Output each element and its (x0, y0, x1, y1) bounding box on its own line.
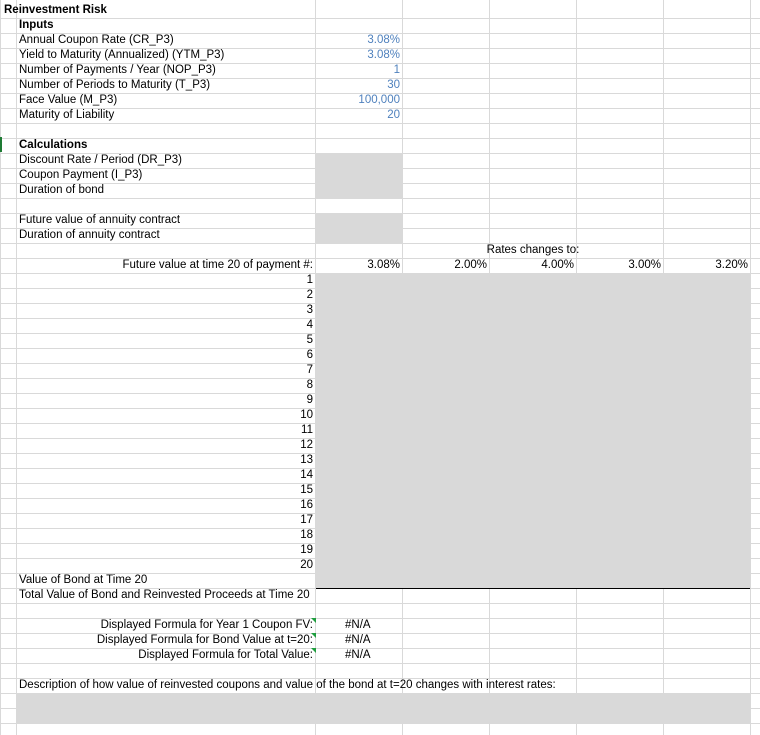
payment-number: 15 (300, 484, 313, 496)
rate-header-3[interactable]: 3.00% (628, 259, 661, 271)
rate-header-2[interactable]: 4.00% (541, 259, 574, 271)
total-value-label: Total Value of Bond and Reinvested Proceeds at Time 20 (19, 589, 310, 601)
rate-header-1[interactable]: 2.00% (454, 259, 487, 271)
formula-label-total-value: Displayed Formula for Total Value: (138, 649, 313, 661)
input-label-payments-per-year: Number of Payments / Year (NOP_P3) (19, 64, 216, 76)
calc-label-duration-of-bond: Duration of bond (19, 184, 105, 196)
annuity-label-future-value: Future value of annuity contract (19, 214, 181, 226)
payment-number: 12 (300, 439, 313, 451)
rate-header-base[interactable]: 3.08% (367, 259, 400, 271)
input-label-face-value: Face Value (M_P3) (19, 94, 118, 106)
input-value-face-value[interactable]: 100,000 (358, 94, 400, 106)
comment-marker-icon (311, 633, 316, 638)
formula-value-total-value[interactable]: #N/A (345, 649, 371, 661)
payment-number: 3 (306, 304, 313, 316)
comment-marker-icon (311, 648, 316, 653)
payment-number: 11 (301, 424, 313, 436)
payment-number: 20 (300, 559, 313, 571)
input-value-payments-per-year[interactable]: 1 (393, 64, 400, 76)
payment-number: 17 (300, 514, 313, 526)
input-label-ytm: Yield to Maturity (Annualized) (YTM_P3) (19, 49, 225, 61)
input-value-ytm[interactable]: 3.08% (367, 49, 400, 61)
annuity-output-area[interactable] (316, 213, 402, 243)
payment-number: 13 (300, 454, 313, 466)
annuity-label-duration: Duration of annuity contract (19, 229, 160, 241)
total-value-divider (316, 588, 750, 589)
active-cell-indicator (0, 137, 2, 152)
input-label-coupon-rate: Annual Coupon Rate (CR_P3) (19, 34, 174, 46)
calc-label-coupon-payment: Coupon Payment (I_P3) (19, 169, 143, 181)
calc-label-discount-rate: Discount Rate / Period (DR_P3) (19, 154, 182, 166)
input-label-periods: Number of Periods to Maturity (T_P3) (19, 79, 211, 91)
bond-value-label: Value of Bond at Time 20 (19, 574, 148, 586)
payment-number: 4 (306, 319, 313, 331)
formula-value-year1-fv[interactable]: #N/A (345, 619, 371, 631)
rates-caption: Rates changes to: (486, 244, 580, 256)
formula-value-bond-value[interactable]: #N/A (345, 634, 371, 646)
input-value-periods[interactable]: 30 (387, 79, 400, 91)
payment-number: 16 (300, 499, 313, 511)
payment-number: 1 (306, 274, 313, 286)
input-value-coupon-rate[interactable]: 3.08% (367, 34, 400, 46)
calculations-header: Calculations (19, 139, 88, 151)
comment-marker-icon (311, 618, 316, 623)
payment-number: 9 (306, 394, 313, 406)
formula-label-bond-value: Displayed Formula for Bond Value at t=20: (96, 634, 313, 646)
formula-label-year1-fv: Displayed Formula for Year 1 Coupon FV: (100, 619, 313, 631)
future-value-output-area[interactable] (316, 273, 750, 588)
payment-number: 14 (300, 469, 313, 481)
fv-header: Future value at time 20 of payment #: (122, 259, 313, 271)
input-value-liability-maturity[interactable]: 20 (387, 109, 400, 121)
payment-number: 10 (300, 409, 313, 421)
payment-number: 18 (300, 529, 313, 541)
inputs-header: Inputs (19, 19, 54, 31)
payment-number: 5 (306, 334, 313, 346)
rate-header-4[interactable]: 3.20% (715, 259, 748, 271)
payment-number: 7 (306, 364, 313, 376)
payment-number: 19 (300, 544, 313, 556)
input-label-liability-maturity: Maturity of Liability (19, 109, 115, 121)
payment-number: 2 (306, 289, 313, 301)
calculations-output-area[interactable] (316, 153, 402, 198)
payment-number: 6 (306, 349, 313, 361)
sheet-title: Reinvestment Risk (4, 4, 107, 16)
payment-number: 8 (306, 379, 313, 391)
description-answer-area[interactable] (17, 693, 750, 723)
description-label: Description of how value of reinvested coupons and value of the bond at t=20 changes with interest rates: (19, 679, 556, 691)
